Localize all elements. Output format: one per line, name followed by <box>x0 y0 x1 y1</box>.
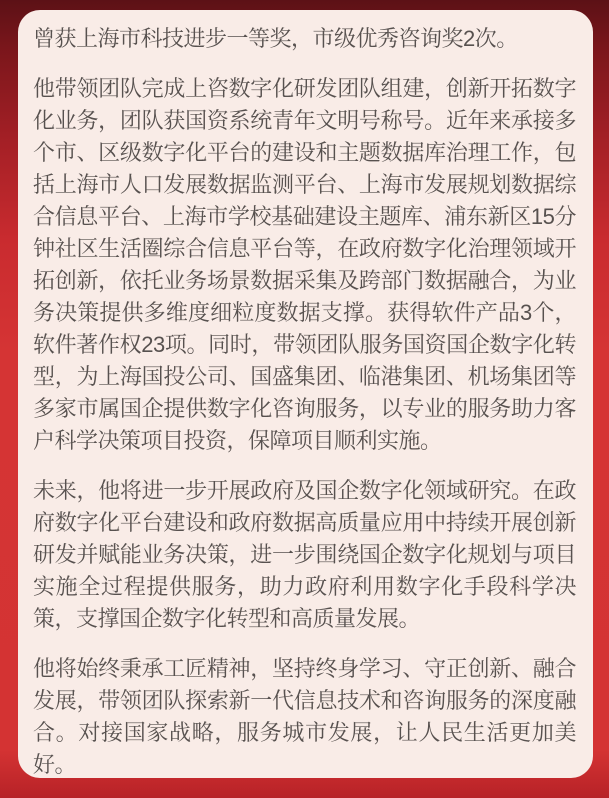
biography-text-block <box>33 23 576 778</box>
bio-paragraph-future-plans: 未来，他将进一步开展政府及国企数字化领域研究。在政府数字化平台建设和政府数据高质量应用中持续开展创新研发并赋能业务决策，进一步围绕国企数字化规划与项目实施全过程提供服务，助力政府利用数字化手段科学决策，支撑国企数字化转型和高质量发展。 <box>33 478 576 631</box>
bio-paragraph-closing: 他将始终秉承工匠精神，坚持终身学习、守正创新、融合发展，带领团队探索新一代信息技术和咨询服务的深度融合。对接国家战略，服务城市发展，让人民生活更加美好。 <box>33 656 576 777</box>
bio-paragraph-team-achievements: 他带领团队完成上咨数字化研发团队组建，创新开拓数字化业务，团队获国资系统青年文明号称号。近年来承接多个市、区级数字化平台的建设和主题数据库治理工作，包括上海市人口发展数据监测平台、上海市发展规划数据综合信息平台、上海市学校基础建设主题库、浦东新区15分钟社区生活圈综合信息平台等，在政府数字化治理领域开拓创新，依托业务场景数据采集及跨部门数据融合，为业务决策提供多维度细粒度数据支撑。获得软件产品3个，软件著作权23项。同时，带领团队服务国资国企数字化转型，为上海国投公司、国盛集团、临港集团、机场集团等多家市属国企提供数字化咨询服务，以专业的服务助力客户科学决策项目投资，保障项目顺利实施。 <box>33 76 576 453</box>
bio-paragraph-awards: 曾获上海市科技进步一等奖，市级优秀咨询奖2次。 <box>33 26 518 51</box>
article-content-card <box>18 10 593 778</box>
